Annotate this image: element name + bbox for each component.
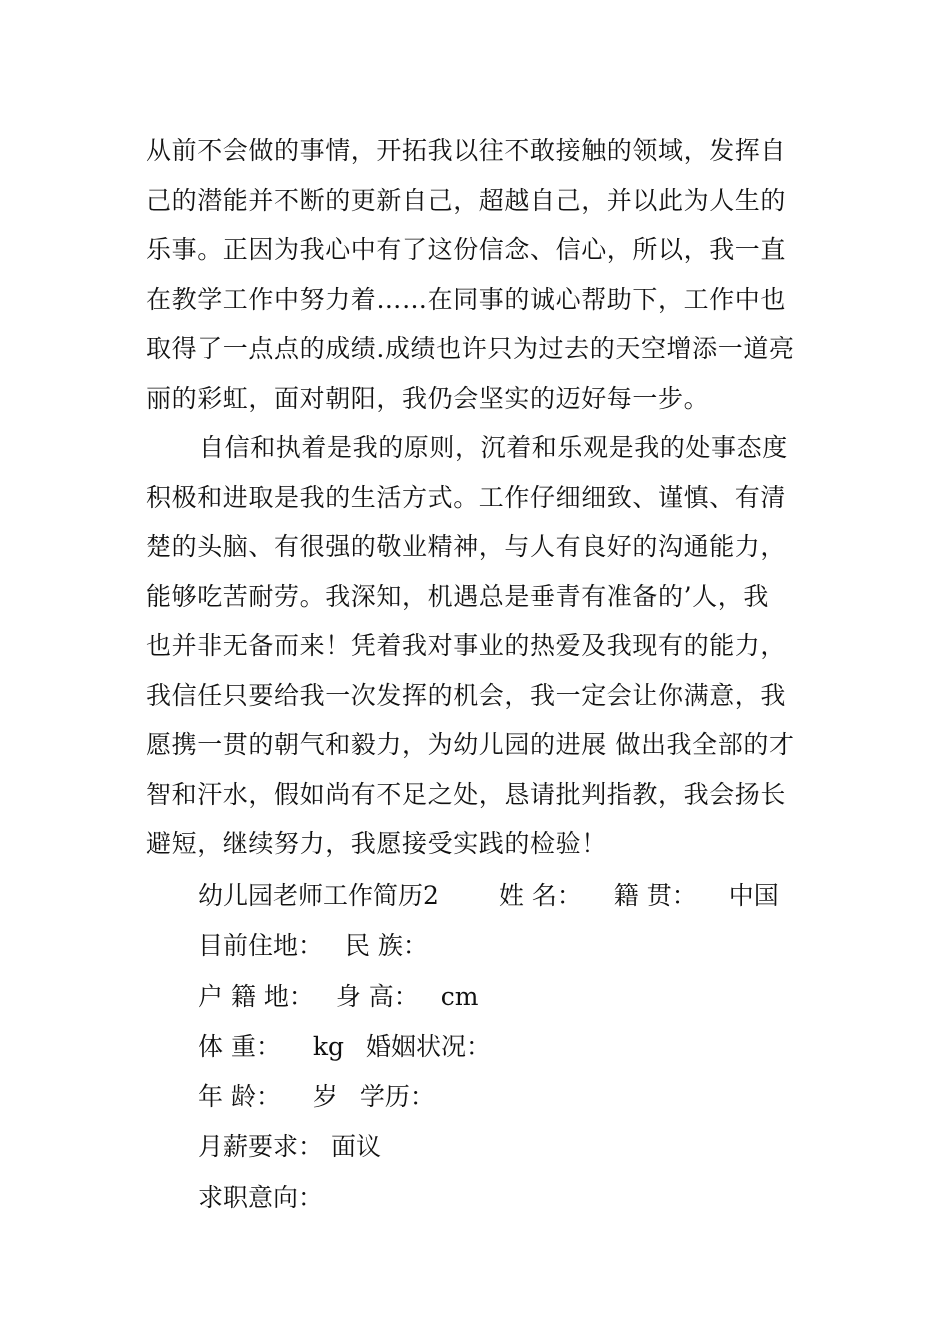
form-row-weight: [198, 1022, 818, 1072]
text-line: 智和汗水，假如尚有不足之处，恳请批判指教，我会扬长: [146, 779, 787, 809]
text-line: 愿携一贯的朝气和毅力，为幼儿园的进展 做出我全部的才: [146, 730, 795, 759]
text-line: 在教学工作中努力着……在同事的诚心帮助下，工作中也: [146, 284, 787, 314]
form-row-hukou: [198, 972, 818, 1022]
age-unit: 岁: [312, 1082, 338, 1112]
text-line: 避短，继续努力，我愿接受实践的检验！: [146, 829, 607, 858]
text-line: 丽的彩虹，面对朝阳，我仍会坚实的迈好每一步。: [146, 383, 710, 413]
text-line: 楚的头脑、有很强的敬业精神，与人有良好的沟通能力，: [146, 532, 787, 561]
paragraph-1: [146, 126, 808, 423]
name-label: 姓 名：: [498, 881, 582, 910]
text-line: 乐事。正因为我心中有了这份信念、信心，所以，我一直: [146, 235, 787, 264]
text-line: 自信和执着是我的原则，沉着和乐观是我的处事态度: [199, 433, 788, 462]
native-place-value: 中国: [728, 881, 779, 910]
text-line: 积极和进取是我的生活方式。工作仔细细致、谨慎、有清: [146, 482, 787, 512]
body-text: [146, 126, 808, 869]
resume-title: 幼儿园老师工作简历2: [198, 881, 439, 910]
text-line: 己的潜能并不断的更新自己，超越自己，并以此为人生的: [146, 185, 787, 215]
education-label: 学历：: [359, 1082, 435, 1112]
salary-label: 月薪要求：: [198, 1132, 324, 1162]
height-unit: cm: [440, 981, 479, 1011]
text-line: 能够吃苦耐劳。我深知，机遇总是垂青有准备的’人，我: [146, 581, 769, 611]
hukou-label: 户 籍 地：: [198, 981, 314, 1011]
ethnicity-label: 民 族：: [344, 931, 428, 961]
height-label: 身 高：: [335, 981, 419, 1011]
text-line: 也并非无备而来！凭着我对事业的热爱及我现有的能力，: [146, 631, 787, 660]
weight-label: 体 重：: [198, 1031, 281, 1061]
form-row-salary: [198, 1122, 818, 1172]
text-line: 取得了一点点的成绩.成绩也许只为过去的天空增添一道亮: [146, 334, 795, 363]
age-label: 年 龄：: [198, 1082, 281, 1112]
salary-value: 面议: [330, 1132, 381, 1162]
form-row-intent: [198, 1173, 818, 1223]
job-intent-label: 求职意向：: [198, 1182, 324, 1212]
weight-unit: kg: [312, 1031, 345, 1061]
form-row-residence: [198, 921, 818, 971]
form-row-age: [198, 1072, 818, 1122]
native-place-label: 籍 贯：: [613, 881, 697, 910]
text-line: 我信任只要给我一次发挥的机会，我一定会让你满意，我: [146, 680, 787, 710]
paragraph-2: [146, 423, 808, 869]
marital-status-label: 婚姻状况：: [366, 1031, 492, 1061]
text-line: 从前不会做的事情，开拓我以往不敢接触的领域，发挥自: [146, 136, 787, 165]
form-row-title: [198, 871, 818, 921]
residence-label: 目前住地：: [198, 931, 324, 961]
resume-form: [198, 871, 818, 1223]
